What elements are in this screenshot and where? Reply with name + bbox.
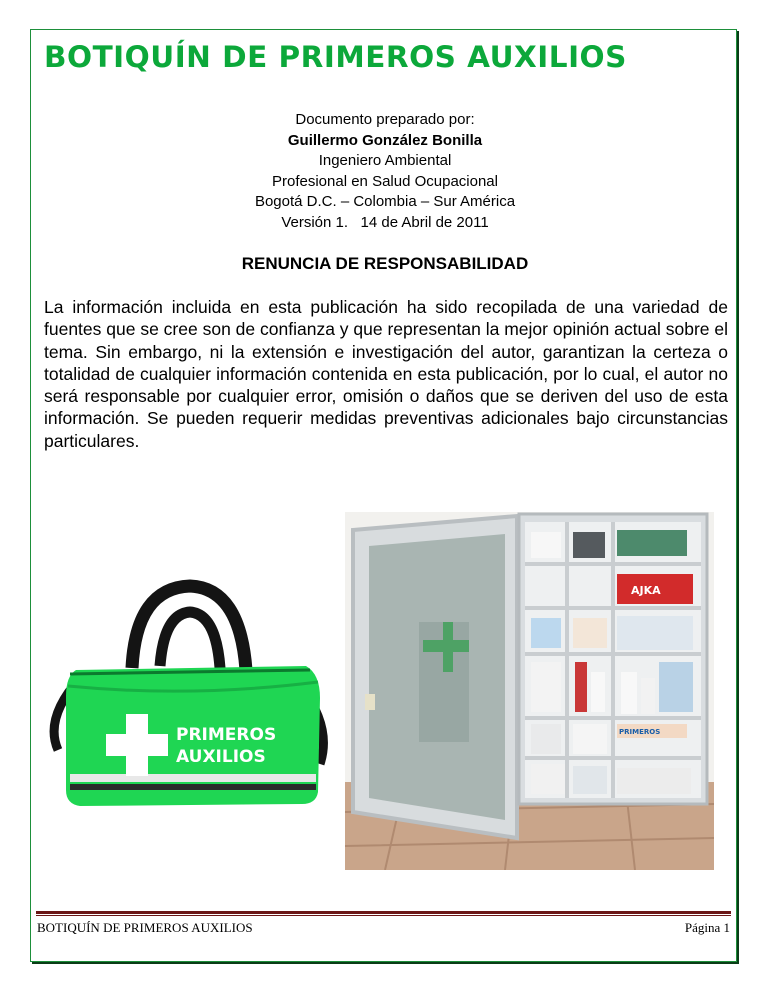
- first-aid-bag-photo: [40, 578, 332, 810]
- footer-title: BOTIQUÍN DE PRIMEROS AUXILIOS: [37, 920, 253, 935]
- footer-rule: [36, 911, 731, 914]
- disclaimer-paragraph: La información incluida en esta publicación ha sido recopilada de una variedad de fuentes que se cree son de confianza y que representan la mejor opinión actual sobre el tema. Sin embargo, ni la extensión e investigación del autor, garantizan la certeza o totalidad de cualquier información contenida en esta publicación, por lo cual, el autor no será responsable por cualquier error, omisión o daños que se deriven del uso de esta información. Se pueden requerir medidas preventivas adicionales bajo circunstancias particulares.: [44, 297, 728, 451]
- first-aid-cabinet-photo: [345, 512, 714, 870]
- cabinet-label-1: AJKA: [631, 584, 661, 597]
- author-role-1: Ingeniero Ambiental: [318, 152, 452, 169]
- version-line: Versión 1. 14 de Abril de 2011: [281, 213, 489, 231]
- bag-label-line2: AUXILIOS: [176, 747, 266, 767]
- page-number: Página 1: [684, 920, 730, 935]
- cabinet-label-2: PRIMEROS: [619, 728, 661, 736]
- section-heading: RENUNCIA DE RESPONSABILIDAD: [241, 254, 529, 273]
- location-line: Bogotá D.C. – Colombia – Sur América: [254, 193, 516, 210]
- author-role-2: Profesional en Salud Ocupacional: [272, 172, 498, 190]
- prepared-by-line: Documento preparado por:: [295, 111, 475, 128]
- credits-block: [180, 110, 590, 233]
- footer-rule-thin: [36, 915, 731, 916]
- document-title: BOTIQUÍN DE PRIMEROS AUXILIOS: [44, 40, 627, 74]
- bag-label-line1: PRIMEROS: [176, 725, 277, 745]
- author-name: Guillermo González Bonilla: [287, 131, 483, 149]
